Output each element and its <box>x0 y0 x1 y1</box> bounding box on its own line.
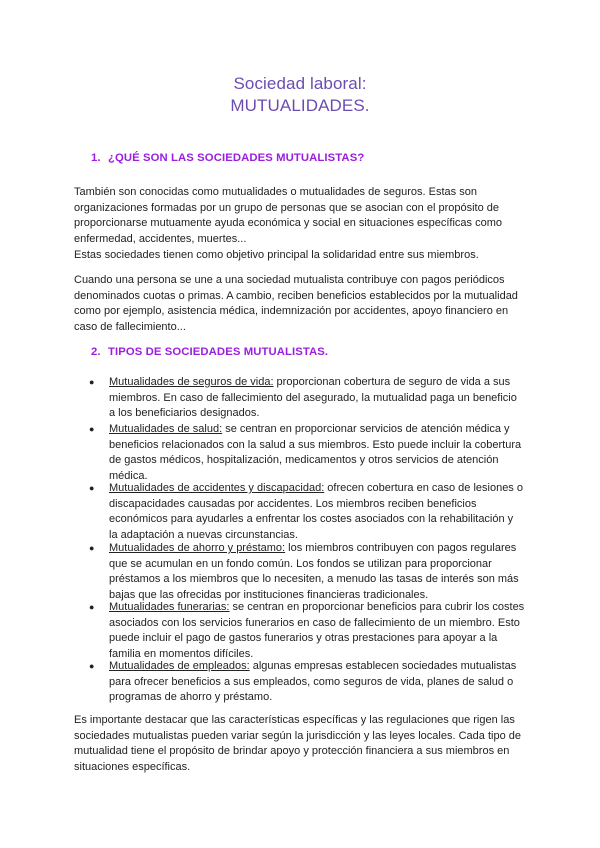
section-heading-text-1: ¿QUÉ SON LAS SOCIEDADES MUTUALISTAS? <box>108 152 365 164</box>
list-item-line: a los beneficiarios designados. <box>109 407 260 420</box>
list-item-first-line: algunas empresas establecen sociedades mutualistas <box>249 660 517 672</box>
list-item-first-line: se centran en proporcionar beneficios para cubrir los costes <box>229 601 525 613</box>
paragraph-line: sociedades mutualistas pueden variar según la jurisdicción y las leyes locales. Cada tipo de <box>74 729 521 742</box>
list-item-line: médica. <box>109 470 148 483</box>
document-title-line1: Sociedad laboral: <box>233 74 367 93</box>
bullet-icon: ● <box>89 377 95 387</box>
intro-paragraph <box>74 185 534 264</box>
paragraph-line: Estas sociedades tienen como objetivo principal la solidaridad entre sus miembros. <box>74 248 479 261</box>
document-title-line2: MUTUALIDADES. <box>230 96 370 115</box>
list-item-line: económicos para ayudarles a enfrentar los costes asociados con la rehabilitación y <box>109 513 514 526</box>
list-item-term: Mutualidades de empleados: <box>109 660 250 672</box>
list-item-line: beneficios relacionados con la salud a sus miembros. Esto puede incluir la cobertura <box>109 438 522 451</box>
list-item-first-line: proporcionan cobertura de seguro de vida a sus <box>273 376 511 388</box>
list-item-line: discapacidades causadas por accidentes. Los miembros reciben beneficios <box>109 497 477 510</box>
section-heading-text-2: TIPOS DE SOCIEDADES MUTUALISTAS. <box>108 346 329 358</box>
list-item-line: para ofrecer beneficios a sus empleados, como seguros de vida, planes de salud o <box>109 675 514 688</box>
section-number-2: 2. <box>91 346 101 358</box>
list-item-line: programas de ahorro y préstamo. <box>109 691 273 704</box>
paragraph-line: proporcionarse mutuamente ayuda económica y social en situaciones específicas como <box>74 217 503 230</box>
section-heading-2 <box>91 346 328 358</box>
paragraph-line: situaciones específicas. <box>74 761 191 774</box>
list-item-line: que se acumulan en un fondo común. Los fondos se utilizan para proporcionar <box>109 557 492 570</box>
list-item-line: la adaptación a nuevas circunstancias. <box>109 529 298 542</box>
paragraph-line: mutualidad tiene el propósito de brindar apoyo y protección financiera a sus miembros en <box>74 745 510 758</box>
list-item-term: Mutualidades de seguros de vida: <box>109 376 274 388</box>
list-item-first-line: ofrecen cobertura en caso de lesiones o <box>324 482 523 494</box>
list-item-line: miembros. En caso de fallecimiento del asegurado, la mutualidad paga un beneficio <box>109 391 517 404</box>
bullet-icon: ● <box>89 543 95 553</box>
paragraph-line: Es importante destacar que las características específicas y las regulaciones que rigen las <box>74 714 515 726</box>
list-item-line: préstamos a los miembros que lo necesiten, a menudo las tasas de interés son más <box>109 573 519 586</box>
list-item-line: familia en momentos difíciles. <box>109 648 254 661</box>
list-item-term: Mutualidades funerarias: <box>109 601 230 613</box>
list-item-line: bajas que las ofrecidas por instituciones financieras tradicionales. <box>109 589 429 602</box>
list-item-first-line: se centran en proporcionar servicios de atención médica y <box>222 423 510 435</box>
list-item-line: de gastos médicos, hospitalización, medicamentos y otros servicios de atención <box>109 454 499 467</box>
list-item-term: Mutualidades de ahorro y préstamo: <box>109 542 286 554</box>
paragraph-line: como por ejemplo, asistencia médica, indemnización por accidentes, apoyo financiero en <box>74 305 509 318</box>
list-item-term: Mutualidades de salud: <box>109 423 223 435</box>
closing-paragraph <box>74 713 534 776</box>
section-number-1: 1. <box>91 152 101 164</box>
section-heading-1 <box>91 152 364 164</box>
paragraph-line: También son conocidas como mutualidades o mutualidades de seguros. Estas son <box>74 186 477 198</box>
bullet-icon: ● <box>89 483 95 493</box>
bullet-icon: ● <box>89 661 95 671</box>
bullet-icon: ● <box>89 602 95 612</box>
bullet-icon: ● <box>89 424 95 434</box>
paragraph-line: Cuando una persona se une a una sociedad mutualista contribuye con pagos periódicos <box>74 274 505 286</box>
list-item-line: asociados con los servicios funerarios en caso de fallecimiento de un miembro. Esto <box>109 616 520 629</box>
list-item-first-line: los miembros contribuyen con pagos regulares <box>285 542 517 554</box>
list-item-term: Mutualidades de accidentes y discapacidad: <box>109 482 325 494</box>
paragraph-line: organizaciones formadas por un grupo de personas que se asocian con el propósito de <box>74 201 499 214</box>
contribution-paragraph <box>74 273 534 336</box>
list-item-line: puede incluir el pago de gastos funerarios y otras prestaciones para apoyar a la <box>109 632 498 645</box>
paragraph-line: enfermedad, accidentes, muertes... <box>74 233 247 246</box>
paragraph-line: denominados cuotas o primas. A cambio, reciben beneficios establecidos por la mutualidad <box>74 289 518 302</box>
paragraph-line: caso de fallecimiento... <box>74 321 186 334</box>
